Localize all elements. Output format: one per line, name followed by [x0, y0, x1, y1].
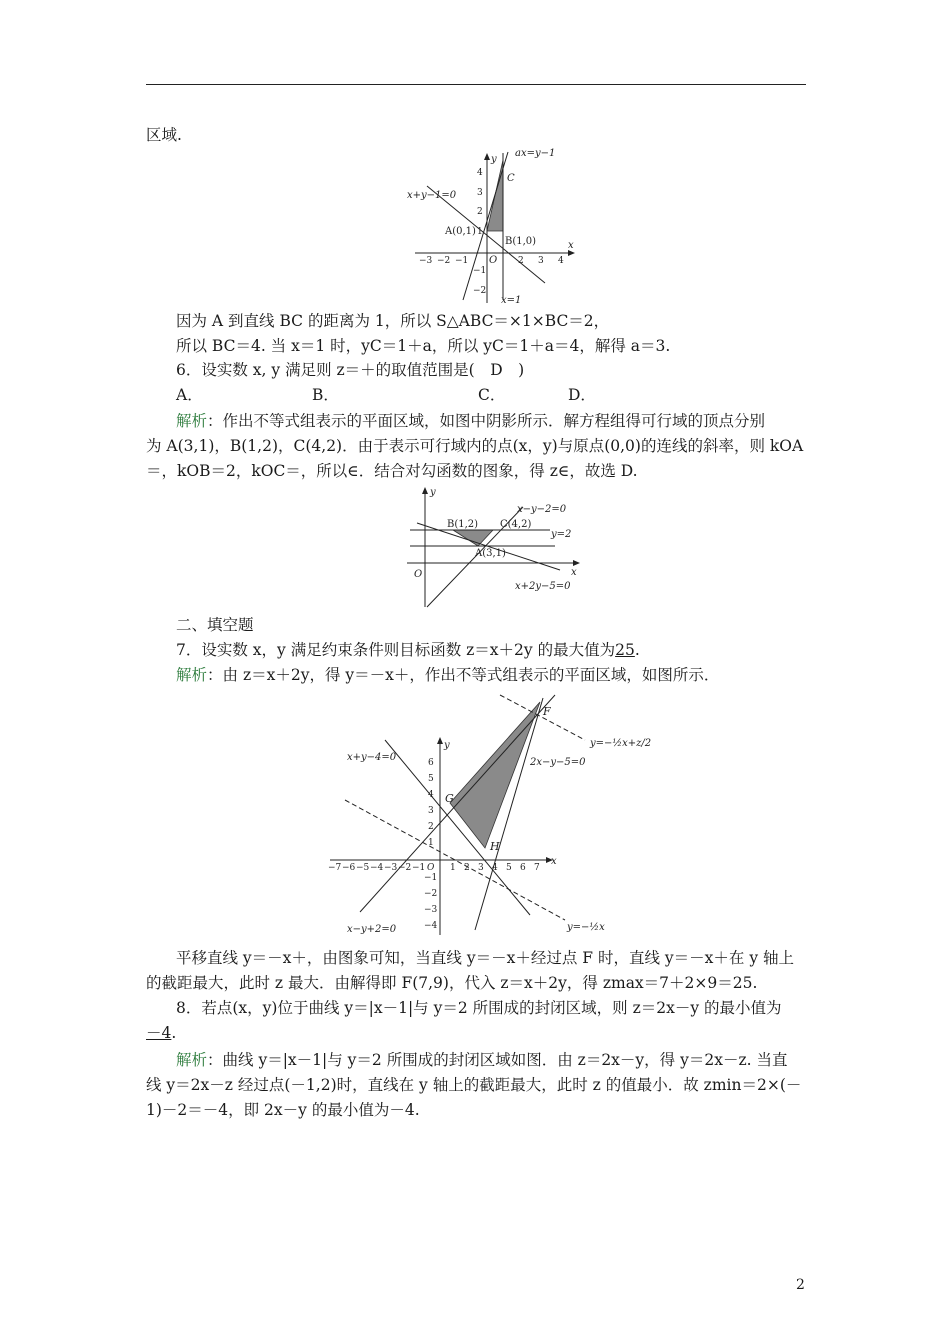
q6-option-d: D．: [568, 386, 596, 404]
label-eq-a: ax=y−1: [515, 148, 556, 159]
label-point-A: A(3,1): [475, 548, 506, 559]
q6-option-b: B．: [312, 386, 339, 404]
x-tick: −3: [419, 256, 433, 266]
x-tick: −2: [398, 863, 412, 873]
label-point-C: C(4,2): [500, 519, 532, 530]
label-eq5: y=−½x: [567, 922, 605, 933]
y-axis-label: y: [444, 740, 450, 751]
x-tick: 3: [478, 863, 484, 873]
y-tick: −1: [424, 873, 438, 883]
q7-answer: 25: [615, 641, 635, 659]
origin-label: O: [414, 569, 423, 580]
y-tick: 5: [428, 774, 434, 784]
q6-question: 6．设实数 x, y 满足则 z＝＋的取值范围是( D ): [176, 361, 525, 379]
x-tick: −5: [356, 863, 370, 873]
solution-label: 解析: [176, 666, 208, 684]
q8-answer: －4: [146, 1024, 172, 1042]
x-tick: 2: [518, 256, 524, 266]
y-tick: 2: [428, 822, 434, 832]
y-tick: −3: [424, 905, 438, 915]
y-tick: −2: [424, 889, 438, 899]
header-rule: [146, 84, 806, 85]
y-axis-label: y: [491, 154, 497, 165]
label-eq3: x+2y−5=0: [515, 581, 571, 592]
x-tick: −6: [342, 863, 356, 873]
label-eq2: 2x−y−5=0: [530, 757, 586, 768]
label-eq4: y=−½x+z/2: [590, 738, 652, 749]
label-point-C: C: [507, 173, 515, 184]
q8-question: 8．若点(x，y)位于曲线 y＝|x－1|与 y＝2 所围成的封闭区域，则 z＝2x－y 的最小值为: [176, 999, 782, 1017]
x-axis-label: x: [551, 856, 557, 867]
q6-solution-line1: 解析：作出不等式组表示的平面区域，如图中阴影所示．解方程组得可行域的顶点分别: [176, 412, 766, 430]
p5-line1: 因为 A 到直线 BC 的距离为 1，所以 S△ABC＝×1×BC＝2，: [176, 312, 610, 330]
q8-solution-line1: 解析：曲线 y＝|x－1|与 y＝2 所围成的封闭区域如图．由 z＝2x－y，得 y＝2x－z. 当直: [176, 1051, 788, 1069]
figure-2: [405, 485, 585, 610]
x-tick: 4: [492, 863, 498, 873]
x-tick: 1: [450, 863, 456, 873]
figure-1: [405, 148, 580, 308]
y-tick: 6: [428, 758, 434, 768]
y-tick: −1: [473, 266, 487, 276]
y-tick: 3: [477, 188, 483, 198]
label-point-H: H: [490, 840, 500, 853]
x-tick: 6: [520, 863, 526, 873]
solution-label: 解析: [176, 412, 208, 430]
q8-solution-line2: 线 y＝2x－z 经过点(－1,2)时，直线在 y 轴上的截距最大，此时 z 的值最小．故 zmin＝2×(－: [146, 1076, 802, 1094]
p7-line2: 的截距最大，此时 z 最大．由解得即 F(7,9)，代入 z＝x＋2y，得 zmax＝7＋2×9＝25.: [146, 974, 758, 992]
q6-option-a: A．: [176, 386, 203, 404]
y-tick: −2: [473, 286, 487, 296]
q7-solution-line1: 解析：由 z＝x＋2y，得 y＝－x＋，作出不等式组表示的平面区域，如图所示．: [176, 666, 720, 684]
x-tick: 5: [506, 863, 512, 873]
label-eq-xy: x+y−1=0: [407, 190, 457, 201]
y-tick: 4: [477, 168, 483, 178]
x-tick: −3: [384, 863, 398, 873]
label-eq1: x+y−4=0: [347, 752, 397, 763]
x-tick: −7: [328, 863, 342, 873]
q7-question: 7．设实数 x，y 满足约束条件则目标函数 z＝x＋2y 的最大值为25.: [176, 641, 640, 659]
y-tick: 2: [477, 207, 483, 217]
x-axis-label: x: [568, 240, 574, 251]
label-point-G: G: [445, 792, 454, 805]
y-tick: −4: [424, 921, 438, 931]
y-tick: 1: [477, 227, 483, 237]
label-eq2: y=2: [551, 529, 572, 540]
label-point-B: B(1,0): [505, 236, 537, 247]
intro-tail: 区域.: [146, 126, 182, 144]
label-point-A: A(0,1): [445, 226, 476, 237]
figure-3: [325, 690, 675, 940]
label-point-B: B(1,2): [447, 519, 479, 530]
x-tick: −1: [455, 256, 469, 266]
shaded-region: [453, 530, 493, 546]
x-tick: 3: [538, 256, 544, 266]
x-tick: −2: [437, 256, 451, 266]
y-tick: 4: [428, 790, 434, 800]
shaded-region: [450, 702, 540, 848]
x-tick: −4: [370, 863, 384, 873]
x-tick: 2: [464, 863, 470, 873]
x-tick: 7: [534, 863, 540, 873]
origin-label: O: [489, 255, 498, 266]
label-eq-x1: x=1: [501, 295, 522, 306]
y-tick: 1: [428, 838, 434, 848]
q8-solution-line3: 1)－2＝－4，即 2x－y 的最小值为－4.: [146, 1101, 420, 1119]
q6-solution-line3: ＝，kOB＝2，kOC＝，所以∈．结合对勾函数的图象，得 z∈，故选 D.: [146, 462, 638, 480]
p7-line1: 平移直线 y＝－x＋，由图象可知，当直线 y＝－x＋经过点 F 时，直线 y＝－x＋在 y 轴上: [176, 949, 794, 967]
x-tick: 4: [558, 256, 564, 266]
section-title: 二、填空题: [176, 616, 254, 634]
solution-label: 解析: [176, 1051, 208, 1069]
label-point-F: F: [543, 705, 551, 718]
origin-label: O: [427, 863, 435, 873]
p5-line2: 所以 BC＝4. 当 x＝1 时，yC＝1＋a，所以 yC＝1＋a＝4，解得 a＝3.: [176, 337, 671, 355]
y-axis-label: y: [430, 487, 436, 498]
line-x-minus-y-plus-2: [360, 695, 555, 912]
page-number: 2: [796, 1277, 805, 1293]
q6-solution-line2: 为 A(3,1)，B(1,2)，C(4,2)．由于表示可行域内的点(x，y)与原点(0,0)的连线的斜率，则 kOA: [146, 437, 804, 455]
q8-answer-line: －4.: [146, 1024, 177, 1042]
label-eq1: x−y−2=0: [517, 504, 567, 515]
y-tick: 3: [428, 806, 434, 816]
x-tick: −1: [412, 863, 426, 873]
label-eq3: x−y+2=0: [347, 924, 397, 935]
x-axis-label: x: [571, 567, 577, 578]
q6-option-c: C．: [478, 386, 506, 404]
